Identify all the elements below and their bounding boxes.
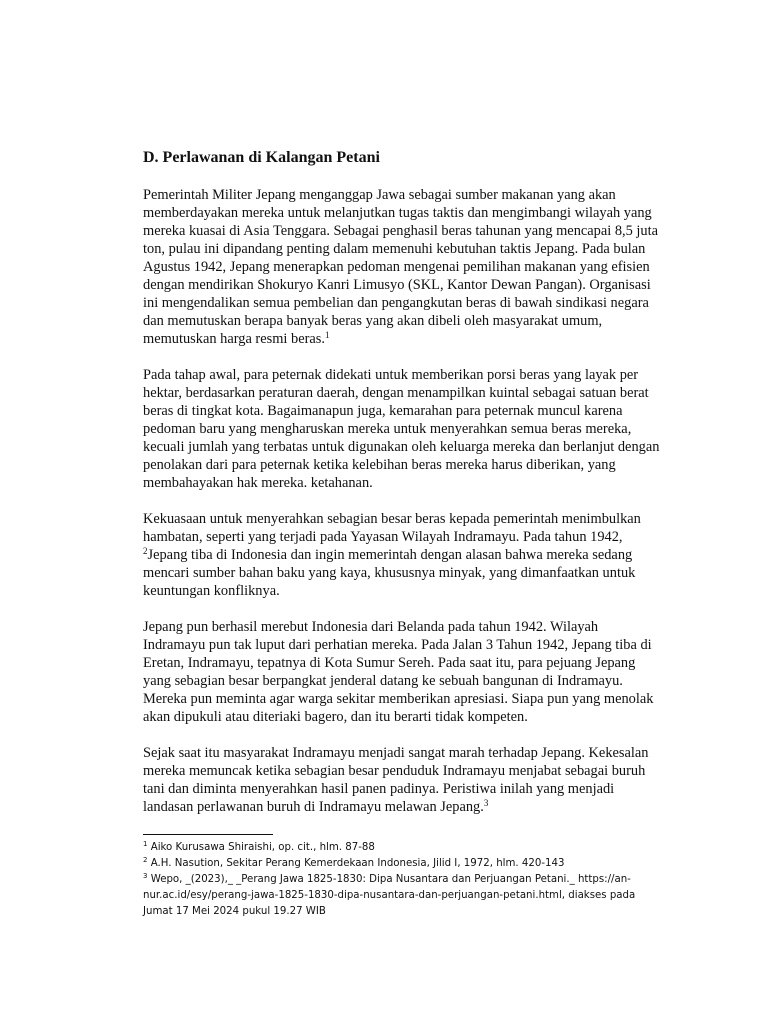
paragraph-3 [143, 510, 663, 600]
footnote-2-number: 2 [143, 856, 148, 864]
footnote-ref-1: 1 [324, 330, 330, 340]
paragraph-2-text: Pada tahap awal, para peternak didekati untuk memberikan porsi beras yang layak per hektar, berdasarkan peraturan daerah, dengan menampilkan kuintal sebagai satuan berat beras di tingkat kota. Bagaimanapun juga, kemarahan para peternak muncul karena pedoman baru yang mengharuskan mereka untuk menyerahkan semua beras mereka, kecuali jumlah yang terbatas untuk digunakan oleh keluarga mereka dan berlanjut dengan penolakan dari para peternak ketika kelebihan beras mereka harus diberikan, yang membahayakan hak mereka. ketahanan. [143, 367, 660, 491]
paragraph-5-text: Sejak saat itu masyarakat Indramayu menjadi sangat marah terhadap Jepang. Kekesalan mereka memuncak ketika sebagian besar penduduk Indramayu menjabat sebagai buruh tani dan diminta menyerahkan hasil panen padinya. Peristiwa inilah yang menjadi landasan perlawanan buruh di Indramayu melawan Jepang. [143, 745, 649, 815]
footnote-2 [143, 856, 663, 872]
footnote-3-text: Wepo, _(2023),_ _Perang Jawa 1825-1830: Dipa Nusantara dan Perjuangan Petani._ https://an-nur.ac.id/esy/perang-jawa-1825-1830-dipa-nusantara-dan-perjuangan-petani.html, diakses pada Jumat 17 Mei 2024 pukul 19.27 WIB [143, 874, 636, 917]
paragraph-1-text: Pemerintah Militer Jepang menganggap Jawa sebagai sumber makanan yang akan memberdayakan mereka untuk melanjutkan tugas taktis dan mengimbangi wilayah yang mereka kuasai di Asia Tenggara. Sebagai penghasil beras tahunan yang mencapai 8,5 juta ton, pulau ini dipandang penting dalam memenuhi kebutuhan taktis Jepang. Pada bulan Agustus 1942, Jepang menerapkan pedoman mengenai pemilihan makanan yang efisien dengan mendirikan Shokuryo Kanri Limusyo (SKL, Kantor Dewan Pangan). Organisasi ini mengendalikan semua pembelian dan pengangkutan beras di bawah sindikasi negara dan memutuskan berapa banyak beras yang akan dibeli oleh masyarakat umum, memutuskan harga resmi beras. [143, 187, 659, 347]
footnote-ref-3: 3 [483, 798, 489, 808]
footnote-1 [143, 840, 663, 856]
section-heading: D. Perlawanan di Kalangan Petani [143, 149, 380, 166]
footnote-3-number: 3 [143, 872, 148, 880]
footnote-ref-2: 2 [143, 546, 148, 556]
paragraph-5 [143, 744, 663, 816]
footnote-1-number: 1 [143, 840, 148, 848]
footnote-1-text: Aiko Kurusawa Shiraishi, op. cit., hlm. 87-88 [150, 842, 375, 853]
paragraph-1 [143, 186, 663, 348]
paragraph-3-text-after: Jepang tiba di Indonesia dan ingin memerintah dengan alasan bahwa mereka sedang mencari sumber bahan baku yang kaya, khususnya minyak, yang dimanfaatkan untuk keuntungan konfliknya. [143, 547, 636, 599]
footnote-3 [143, 872, 663, 920]
footnote-separator [143, 834, 273, 835]
paragraph-3-text-before: Kekuasaan untuk menyerahkan sebagian besar beras kepada pemerintah menimbulkan hambatan, seperti yang terjadi pada Yayasan Wilayah Indramayu. Pada tahun 1942, [143, 511, 641, 545]
paragraph-4-text: Jepang pun berhasil merebut Indonesia dari Belanda pada tahun 1942. Wilayah Indramayu pun tak luput dari perhatian mereka. Pada Jalan 3 Tahun 1942, Jepang tiba di Eretan, Indramayu, tepatnya di Kota Sumur Sereh. Pada saat itu, para pejuang Jepang yang sebagian besar berpangkat jenderal datang ke sebuah bangunan di Indramayu. Mereka pun meminta agar warga sekitar memberikan apresiasi. Siapa pun yang menolak akan dipukuli atau diteriaki bagero, dan itu berarti tidak kompeten. [143, 619, 654, 725]
paragraph-2 [143, 366, 663, 492]
paragraph-4 [143, 618, 663, 726]
footnote-2-text: A.H. Nasution, Sekitar Perang Kemerdekaan Indonesia, Jilid I, 1972, hlm. 420-143 [150, 858, 565, 869]
document-page [143, 147, 663, 920]
